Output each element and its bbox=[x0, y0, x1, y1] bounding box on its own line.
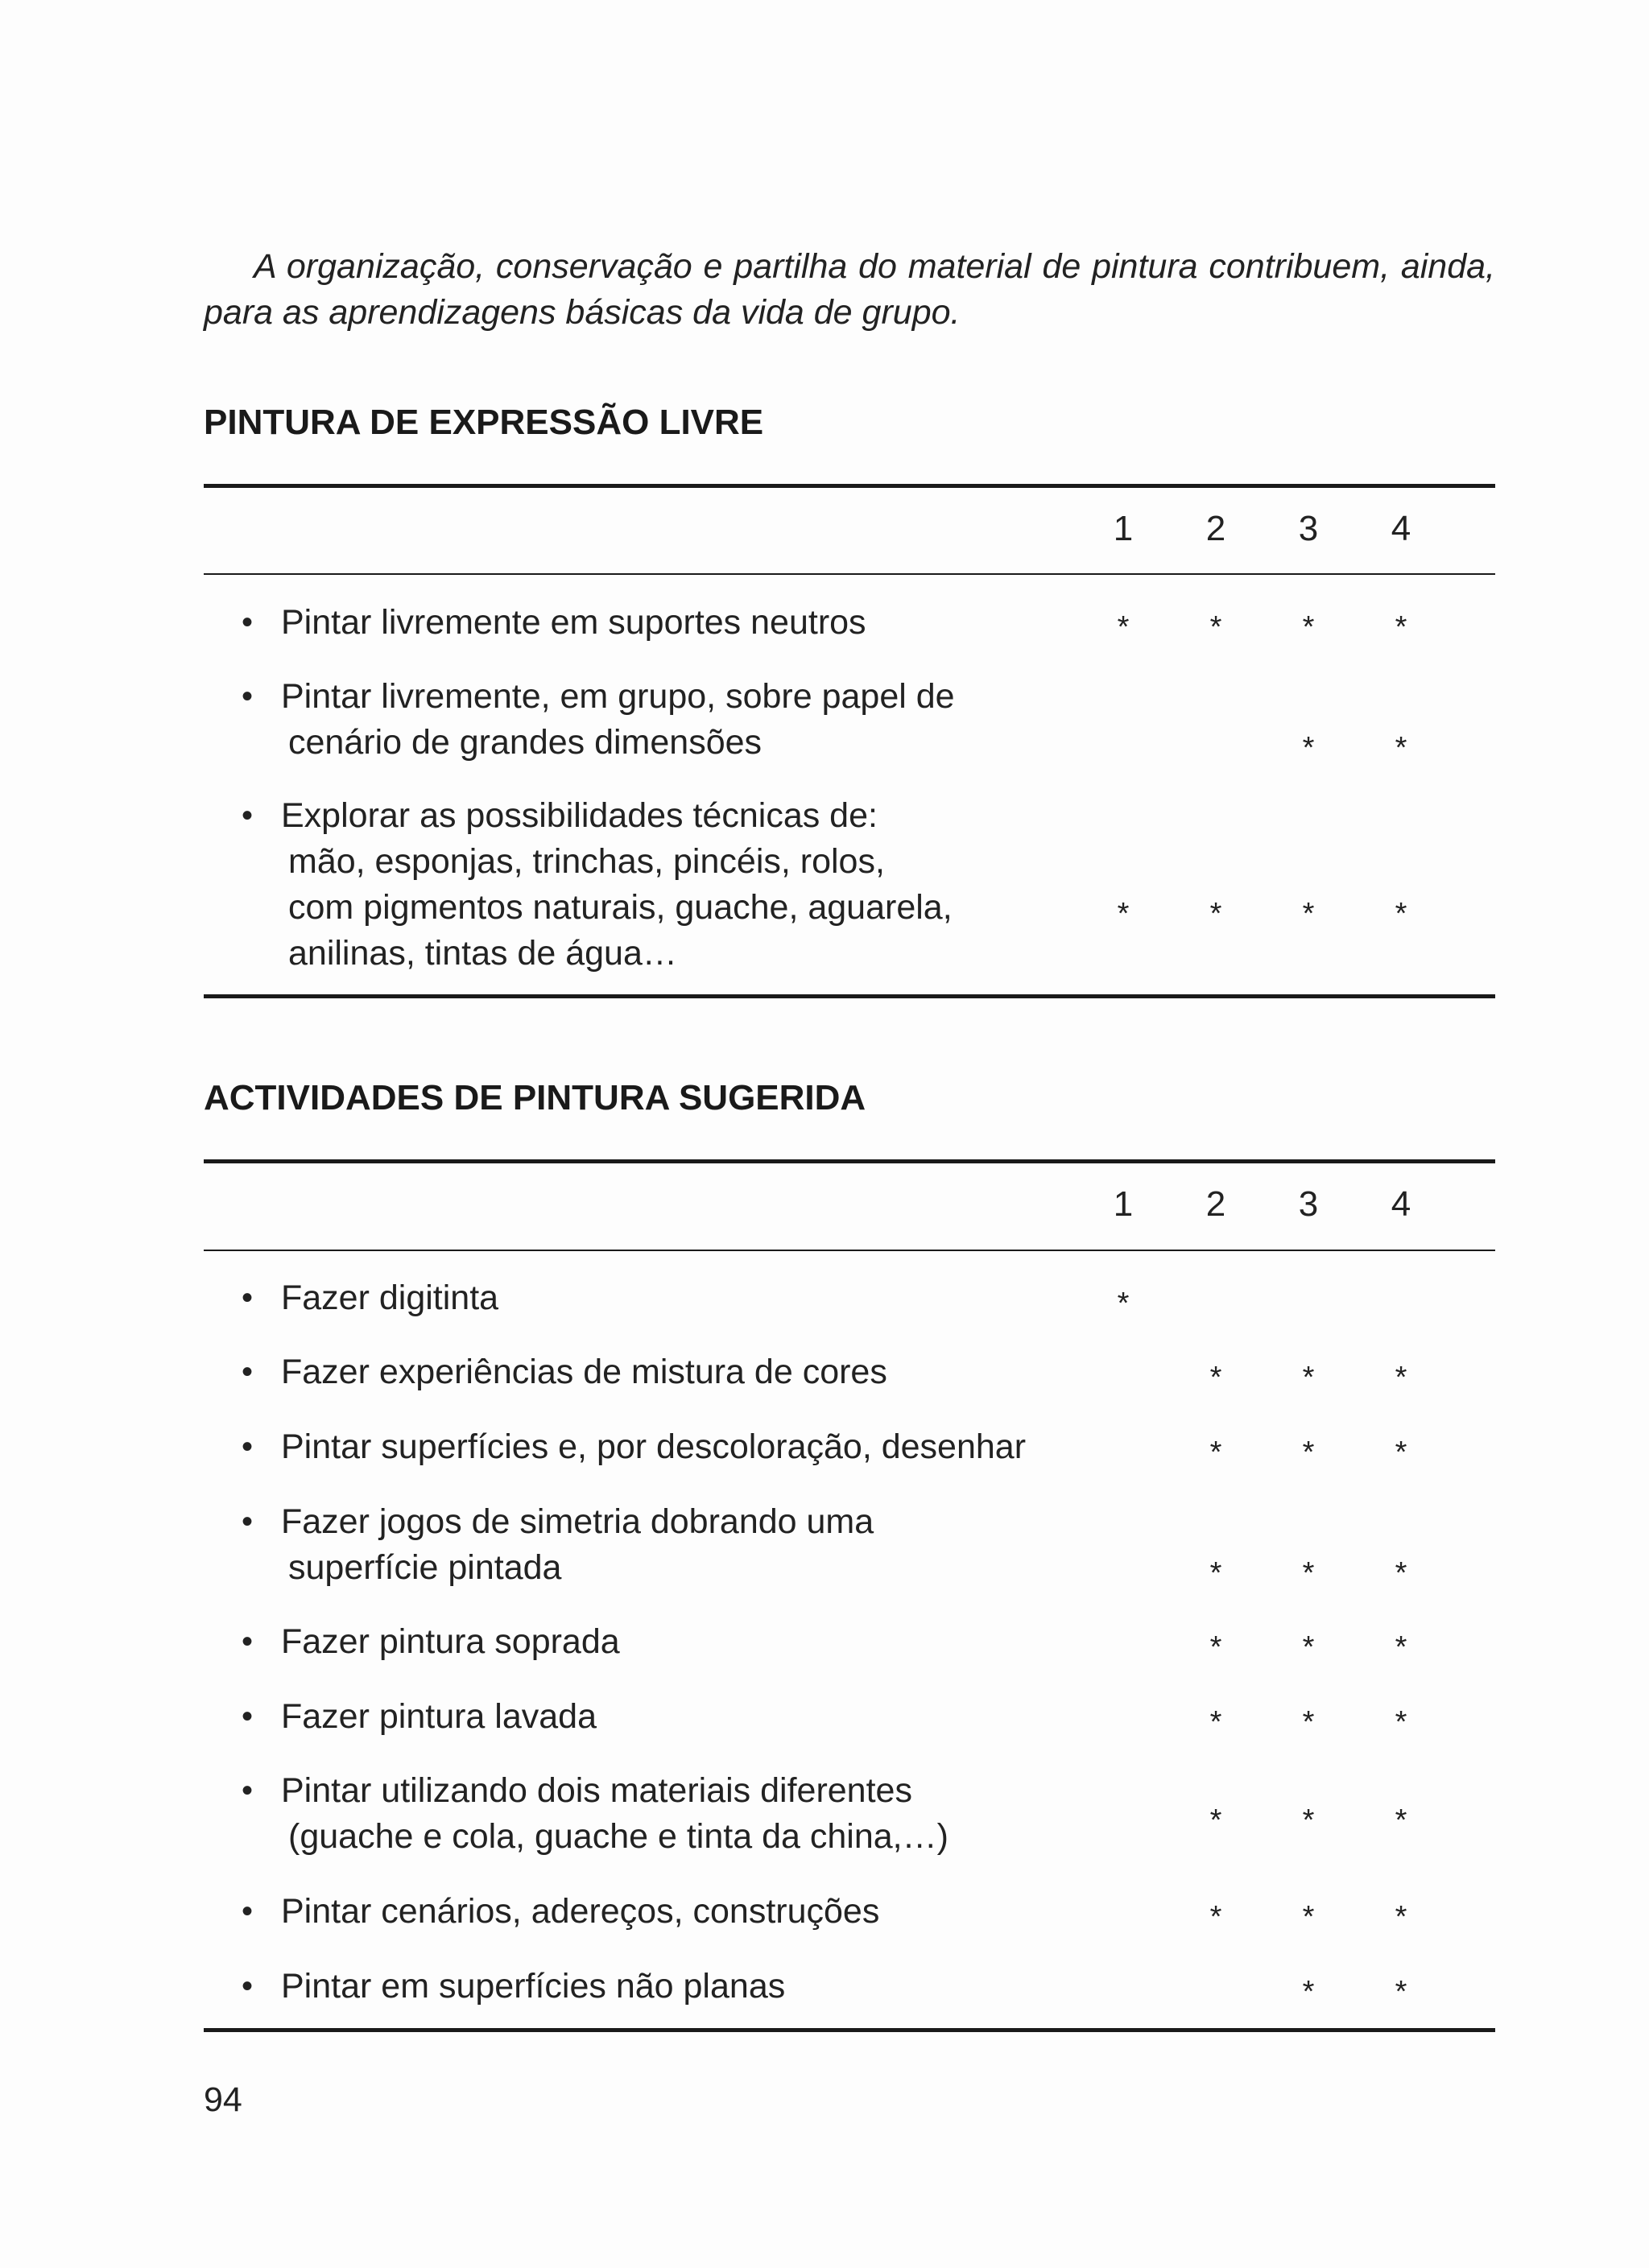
column-header-1: 1 bbox=[1113, 509, 1134, 548]
bullet-icon: • bbox=[242, 679, 254, 714]
list-item-text: Fazer pintura lavada bbox=[281, 1697, 597, 1736]
bullet-icon: • bbox=[242, 1354, 254, 1390]
bullet-icon: • bbox=[242, 605, 254, 640]
table-top-rule bbox=[204, 484, 1495, 488]
section-title-pintura-expressao-livre: PINTURA DE EXPRESSÃO LIVRE bbox=[204, 403, 764, 442]
bullet-icon: • bbox=[242, 1773, 254, 1808]
column-header-2: 2 bbox=[1205, 1184, 1226, 1224]
mark-col-3: * bbox=[1302, 1630, 1315, 1664]
mark-col-1: * bbox=[1117, 1287, 1130, 1320]
list-item bbox=[242, 1619, 620, 1665]
list-item-text: Pintar livremente, em grupo, sobre papel de cenário de grandes dimensões bbox=[281, 677, 955, 762]
column-header-4: 4 bbox=[1391, 1184, 1411, 1224]
list-item-text: Pintar superfícies e, por descoloração, desenhar bbox=[281, 1427, 1027, 1466]
bullet-icon: • bbox=[242, 798, 254, 833]
column-header-4: 4 bbox=[1391, 509, 1411, 548]
mark-col-1: * bbox=[1117, 897, 1130, 931]
list-item-text: Pintar cenários, adereços, construções bbox=[281, 1892, 880, 1931]
list-item bbox=[242, 1694, 597, 1740]
mark-col-4: * bbox=[1395, 1630, 1407, 1664]
mark-col-4: * bbox=[1395, 1436, 1407, 1469]
list-item bbox=[242, 1964, 785, 2010]
mark-col-2: * bbox=[1209, 1556, 1222, 1590]
mark-col-3: * bbox=[1302, 1436, 1315, 1469]
mark-col-4: * bbox=[1395, 1556, 1407, 1590]
table-top-rule bbox=[204, 1159, 1495, 1163]
mark-col-3: * bbox=[1302, 731, 1315, 765]
list-item-text: Fazer experiências de mistura de cores bbox=[281, 1353, 887, 1391]
mark-col-3: * bbox=[1302, 1900, 1315, 1934]
mark-col-4: * bbox=[1395, 1705, 1407, 1739]
mark-col-4: * bbox=[1395, 1803, 1407, 1837]
bullet-icon: • bbox=[242, 1894, 254, 1929]
mark-col-3: * bbox=[1302, 1556, 1315, 1590]
bullet-icon: • bbox=[242, 1699, 254, 1734]
list-item bbox=[242, 1768, 948, 1860]
column-header-1: 1 bbox=[1113, 1184, 1134, 1224]
mark-col-3: * bbox=[1302, 610, 1315, 644]
mark-col-2: * bbox=[1209, 1361, 1222, 1394]
mark-col-4: * bbox=[1395, 897, 1407, 931]
list-item-text: Fazer jogos de simetria dobrando uma superfície pintada bbox=[281, 1502, 874, 1587]
mark-col-4: * bbox=[1395, 1361, 1407, 1394]
intro-paragraph: A organização, conservação e partilha do material de pintura contribuem, ainda, para as aprendizagens básicas da vida de grupo. bbox=[204, 247, 1495, 332]
mark-col-3: * bbox=[1302, 1803, 1315, 1837]
mark-col-2: * bbox=[1209, 610, 1222, 644]
mark-col-2: * bbox=[1209, 1803, 1222, 1837]
list-item bbox=[242, 793, 953, 977]
table-header-rule bbox=[204, 1250, 1495, 1251]
list-item bbox=[242, 674, 955, 766]
list-item bbox=[242, 1889, 879, 1935]
table-bottom-rule bbox=[204, 994, 1495, 998]
mark-col-2: * bbox=[1209, 1900, 1222, 1934]
list-item bbox=[242, 1349, 887, 1395]
column-header-3: 3 bbox=[1298, 1184, 1319, 1224]
mark-col-4: * bbox=[1395, 1900, 1407, 1934]
list-item bbox=[242, 1275, 498, 1321]
list-item-text: Explorar as possibilidades técnicas de: mão, esponjas, trinchas, pincéis, rolos, com pigmentos naturais, guache, aguarela, anilinas, tintas de água… bbox=[281, 796, 953, 973]
list-item-text: Pintar em superfícies não planas bbox=[281, 1967, 786, 2006]
mark-col-4: * bbox=[1395, 731, 1407, 765]
list-item bbox=[242, 600, 866, 646]
bullet-icon: • bbox=[242, 1968, 254, 2004]
column-header-3: 3 bbox=[1298, 509, 1319, 548]
mark-col-3: * bbox=[1302, 1975, 1315, 2009]
bullet-icon: • bbox=[242, 1624, 254, 1659]
bullet-icon: • bbox=[242, 1280, 254, 1316]
table-header-rule bbox=[204, 573, 1495, 575]
list-item-text: Fazer digitinta bbox=[281, 1279, 499, 1317]
bullet-icon: • bbox=[242, 1504, 254, 1539]
list-item bbox=[242, 1499, 874, 1591]
table-bottom-rule bbox=[204, 2028, 1495, 2032]
mark-col-2: * bbox=[1209, 1436, 1222, 1469]
mark-col-2: * bbox=[1209, 1705, 1222, 1739]
mark-col-3: * bbox=[1302, 1361, 1315, 1394]
mark-col-3: * bbox=[1302, 1705, 1315, 1739]
list-item bbox=[242, 1424, 1026, 1470]
page-number: 94 bbox=[204, 2080, 242, 2119]
list-item-text: Pintar livremente em suportes neutros bbox=[281, 603, 866, 642]
list-item-text: Pintar utilizando dois materiais diferentes (guache e cola, guache e tinta da china,…) bbox=[281, 1771, 948, 1856]
mark-col-1: * bbox=[1117, 610, 1130, 644]
section-title-actividades-pintura-sugerida: ACTIVIDADES DE PINTURA SUGERIDA bbox=[204, 1078, 866, 1117]
bullet-icon: • bbox=[242, 1429, 254, 1464]
mark-col-4: * bbox=[1395, 610, 1407, 644]
column-header-2: 2 bbox=[1205, 509, 1226, 548]
mark-col-3: * bbox=[1302, 897, 1315, 931]
mark-col-4: * bbox=[1395, 1975, 1407, 2009]
list-item-text: Fazer pintura soprada bbox=[281, 1622, 620, 1661]
mark-col-2: * bbox=[1209, 897, 1222, 931]
mark-col-2: * bbox=[1209, 1630, 1222, 1664]
